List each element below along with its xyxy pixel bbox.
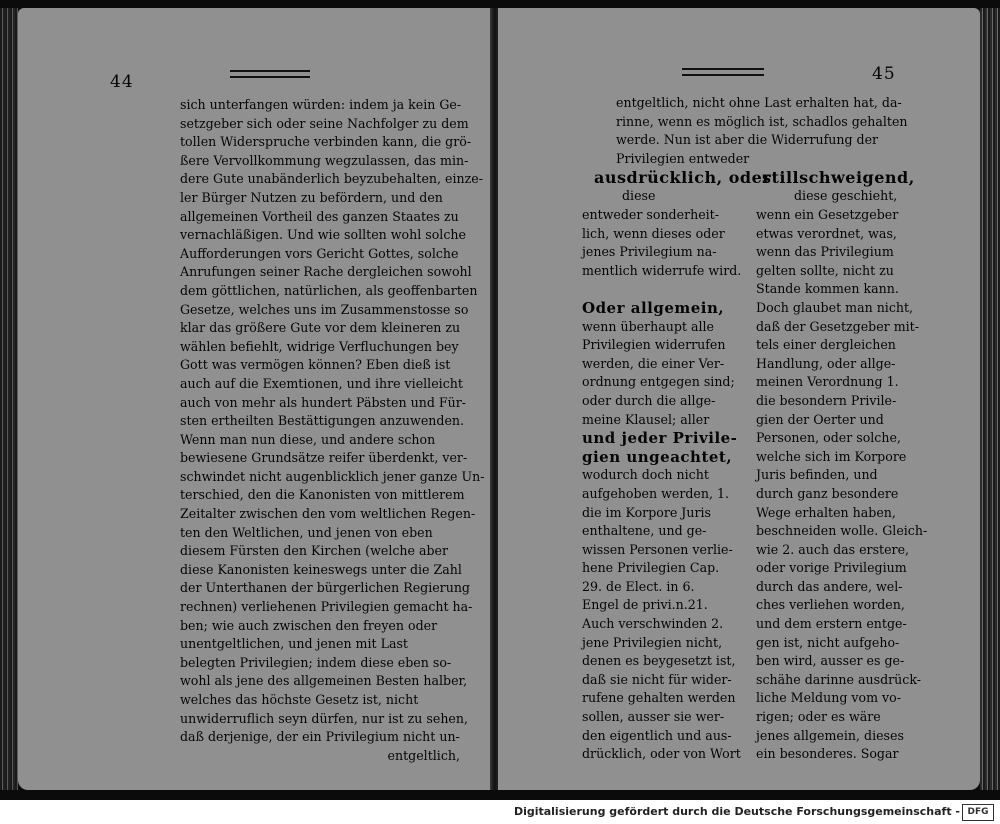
right-page-right-column [756, 206, 928, 764]
text-line: rinne, wenn es möglich ist, schadlos gehalten [616, 113, 908, 129]
text-line: unwiderruflich seyn dürfen, nur ist zu sehen, [180, 710, 469, 726]
text-line: werde. Nun ist aber die Widerrufung der [616, 132, 879, 148]
left-page-number: 44 [110, 72, 134, 92]
text-line: meinen Verordnung 1. [756, 374, 899, 390]
text-line: liche Meldung vom vo- [756, 690, 901, 706]
text-line: gien der Oerter und [756, 411, 884, 427]
heading-express: ausdrücklich, oder [594, 168, 772, 187]
text-line: Handlung, oder allge- [756, 355, 896, 371]
text-line: mentlich widerrufe wird. [582, 262, 742, 278]
text-line: ler Bürger Nutzen zu befördern, und den [180, 189, 443, 205]
right-page-intro-text [616, 94, 908, 168]
text-line: Stande kommen kann. [756, 281, 899, 297]
text-line: rechnen) verliehenen Privilegien gemacht ha- [180, 599, 473, 615]
text-line [582, 280, 738, 299]
text-line: entgeltlich, nicht ohne Last erhalten hat, da- [616, 95, 902, 110]
text-line: diesem Fürsten den Kirchen (welche aber [180, 543, 449, 559]
text-line: und jeder Privile- [582, 429, 738, 448]
text-line: gelten sollte, nicht zu [756, 262, 894, 278]
text-line: auch auf die Exemtionen, und ihre vielleicht [180, 375, 463, 391]
text-line: rufene gehalten werden [582, 690, 736, 706]
text-line: allgemeinen Vortheil des ganzen Staates zu [180, 208, 459, 224]
right-header-ornament [682, 68, 764, 76]
text-line: ches verliehen worden, [756, 597, 905, 613]
text-line: daß derjenige, der ein Privilegium nicht un- [180, 729, 460, 745]
text-line: Auch verschwinden 2. [582, 616, 724, 632]
heading-tacit: stillschweigend, [762, 168, 915, 187]
text-line: Privilegien entweder [616, 150, 750, 166]
left-header-ornament [230, 70, 310, 78]
text-line: daß sie nicht für wider- [582, 671, 732, 687]
funding-notice: Digitalisierung gefördert durch die Deutsche Forschungsgemeinschaft - [513, 805, 960, 818]
text-line: wenn das Privilegium [756, 244, 894, 260]
text-line: dem göttlichen, natürlichen, als geoffenbarten [180, 282, 478, 298]
text-line: Aufforderungen vors Gericht Gottes, solche [180, 245, 459, 261]
text-line: klar das größere Gute vor dem kleineren zu [180, 320, 461, 336]
text-line: etwas verordnet, was, [756, 225, 897, 241]
text-line: Wege erhalten haben, [756, 504, 896, 520]
right-page-left-column [582, 206, 742, 764]
text-line: welches das höchste Gesetz ist, nicht [180, 692, 419, 707]
text-line: hene Privilegien Cap. [582, 560, 720, 576]
text-line: daß der Gesetzgeber mit- [756, 318, 919, 334]
text-line: Personen, oder solche, [756, 430, 901, 446]
text-line: enthaltene, und ge- [582, 523, 707, 539]
text-line: belegten Privilegien; indem diese eben so- [180, 654, 452, 670]
right-page [498, 8, 980, 790]
text-line: sollen, ausser sie wer- [582, 709, 725, 725]
text-line: diese Kanonisten keineswegs unter die Zahl [180, 561, 462, 577]
text-line: drücklich, oder von Wort [582, 746, 741, 762]
text-line: bewiesene Grundsätze reifer überdenkt, ver- [180, 450, 468, 466]
text-line: jene Privilegien nicht, [582, 634, 723, 650]
text-line: rigen; oder es wäre [756, 709, 881, 725]
text-line: durch ganz besondere [756, 485, 899, 501]
text-line: welche sich im Korpore [756, 448, 907, 464]
text-line: ben wird, ausser es ge- [756, 653, 905, 669]
book-edge-left [0, 8, 18, 790]
text-line: unentgeltlichen, und jenen mit Last [180, 636, 408, 652]
text-line: wohl als jene des allgemeinen Besten halber, [180, 673, 468, 689]
text-line: schwindet nicht augenblicklich jener ganze Un- [180, 468, 485, 484]
text-line: meine Klausel; aller [582, 411, 710, 427]
text-line: und dem erstern entge- [756, 616, 907, 632]
text-line: schähe darinne ausdrück- [756, 671, 921, 687]
text-line: gien ungeachtet, [582, 447, 733, 466]
text-line: beschneiden wolle. Gleich- [756, 523, 928, 539]
text-line: wie 2. auch das erstere, [756, 541, 910, 557]
text-line: jenes Privilegium na- [582, 244, 717, 260]
text-line: werden, die einer Ver- [582, 355, 725, 371]
text-line: setzgeber sich oder seine Nachfolger zu dem [180, 115, 469, 131]
text-line: tollen Widerspruche verbinden kann, die grö- [180, 134, 472, 150]
text-line: gen ist, nicht aufgeho- [756, 634, 900, 650]
text-line: wenn ein Gesetzgeber [756, 207, 899, 222]
text-line: Wenn man nun diese, und andere schon [180, 431, 436, 447]
right-page-number: 45 [872, 64, 896, 84]
text-line: ein besonderes. Sogar [756, 746, 899, 762]
text-line: tels einer dergleichen [756, 337, 896, 353]
text-line: Zeitalter zwischen den vom weltlichen Regen- [180, 506, 476, 522]
dfg-logo: DFG [962, 804, 994, 821]
text-line: denen es beygesetzt ist, [582, 653, 736, 669]
left-page-text [180, 96, 485, 765]
text-line: Gott was vermögen können? Eben dieß ist [180, 357, 451, 373]
text-line: Anrufungen seiner Rache dergleichen sowohl [180, 264, 472, 280]
text-line: dere Gute unabänderlich beyzubehalten, einze- [180, 171, 483, 187]
text-line: sich unterfangen würden: indem ja kein Ge- [180, 97, 462, 112]
text-line: Gesetze, welches uns im Zusammenstosse so [180, 301, 469, 317]
text-line: die besondern Privile- [756, 392, 897, 408]
text-line: wodurch doch nicht [582, 467, 709, 483]
text-line: 29. de Elect. in 6. [582, 578, 695, 594]
text-line: durch das andere, wel- [756, 578, 903, 594]
text-line: Engel de privi.n.21. [582, 597, 708, 613]
text-line: auch von mehr als hundert Päbsten und Für- [180, 394, 467, 410]
text-line: entweder sonderheit- [582, 207, 719, 222]
text-line: Juris befinden, und [756, 467, 878, 483]
text-line: wenn überhaupt alle [582, 318, 714, 334]
book-edge-right [980, 8, 1000, 790]
text-line: ßere Vervollkommung wegzulassen, das min- [180, 152, 469, 168]
text-line: aufgehoben werden, 1. [582, 485, 730, 501]
heading-express-sub: diese [622, 188, 656, 203]
text-line: die im Korpore Juris [582, 504, 711, 520]
text-line: oder durch die allge- [582, 392, 716, 408]
text-line: Doch glaubet man nicht, [756, 299, 914, 315]
left-page [18, 8, 492, 790]
text-line: wählen befiehlt, widrige Verfluchungen bey [180, 338, 459, 354]
text-line: den eigentlich und aus- [582, 727, 732, 743]
text-line: oder vorige Privilegium [756, 560, 907, 576]
text-line: jenes allgemein, dieses [756, 727, 904, 743]
text-line: ben; wie auch zwischen den freyen oder [180, 617, 438, 633]
text-line: ordnung entgegen sind; [582, 374, 735, 390]
text-line: vernachläßigen. Und wie sollten wohl solche [180, 227, 466, 243]
text-line: terschied, den die Kanonisten von mittlerem [180, 487, 465, 503]
text-line: entgeltlich, [387, 747, 460, 763]
text-line: ten den Weltlichen, und jenen von eben [180, 524, 433, 540]
heading-tacit-sub: diese geschieht, [794, 188, 898, 203]
text-line: sten ertheilten Bestättigungen anzuwenden. [180, 413, 465, 429]
text-line: der Unterthanen der bürgerlichen Regierung [180, 580, 470, 596]
digitization-footer [0, 800, 1000, 824]
text-line: Privilegien widerrufen [582, 337, 726, 353]
text-line: Oder allgemein, [582, 298, 725, 317]
text-line: wissen Personen verlie- [582, 541, 733, 557]
text-line: lich, wenn dieses oder [582, 225, 725, 241]
